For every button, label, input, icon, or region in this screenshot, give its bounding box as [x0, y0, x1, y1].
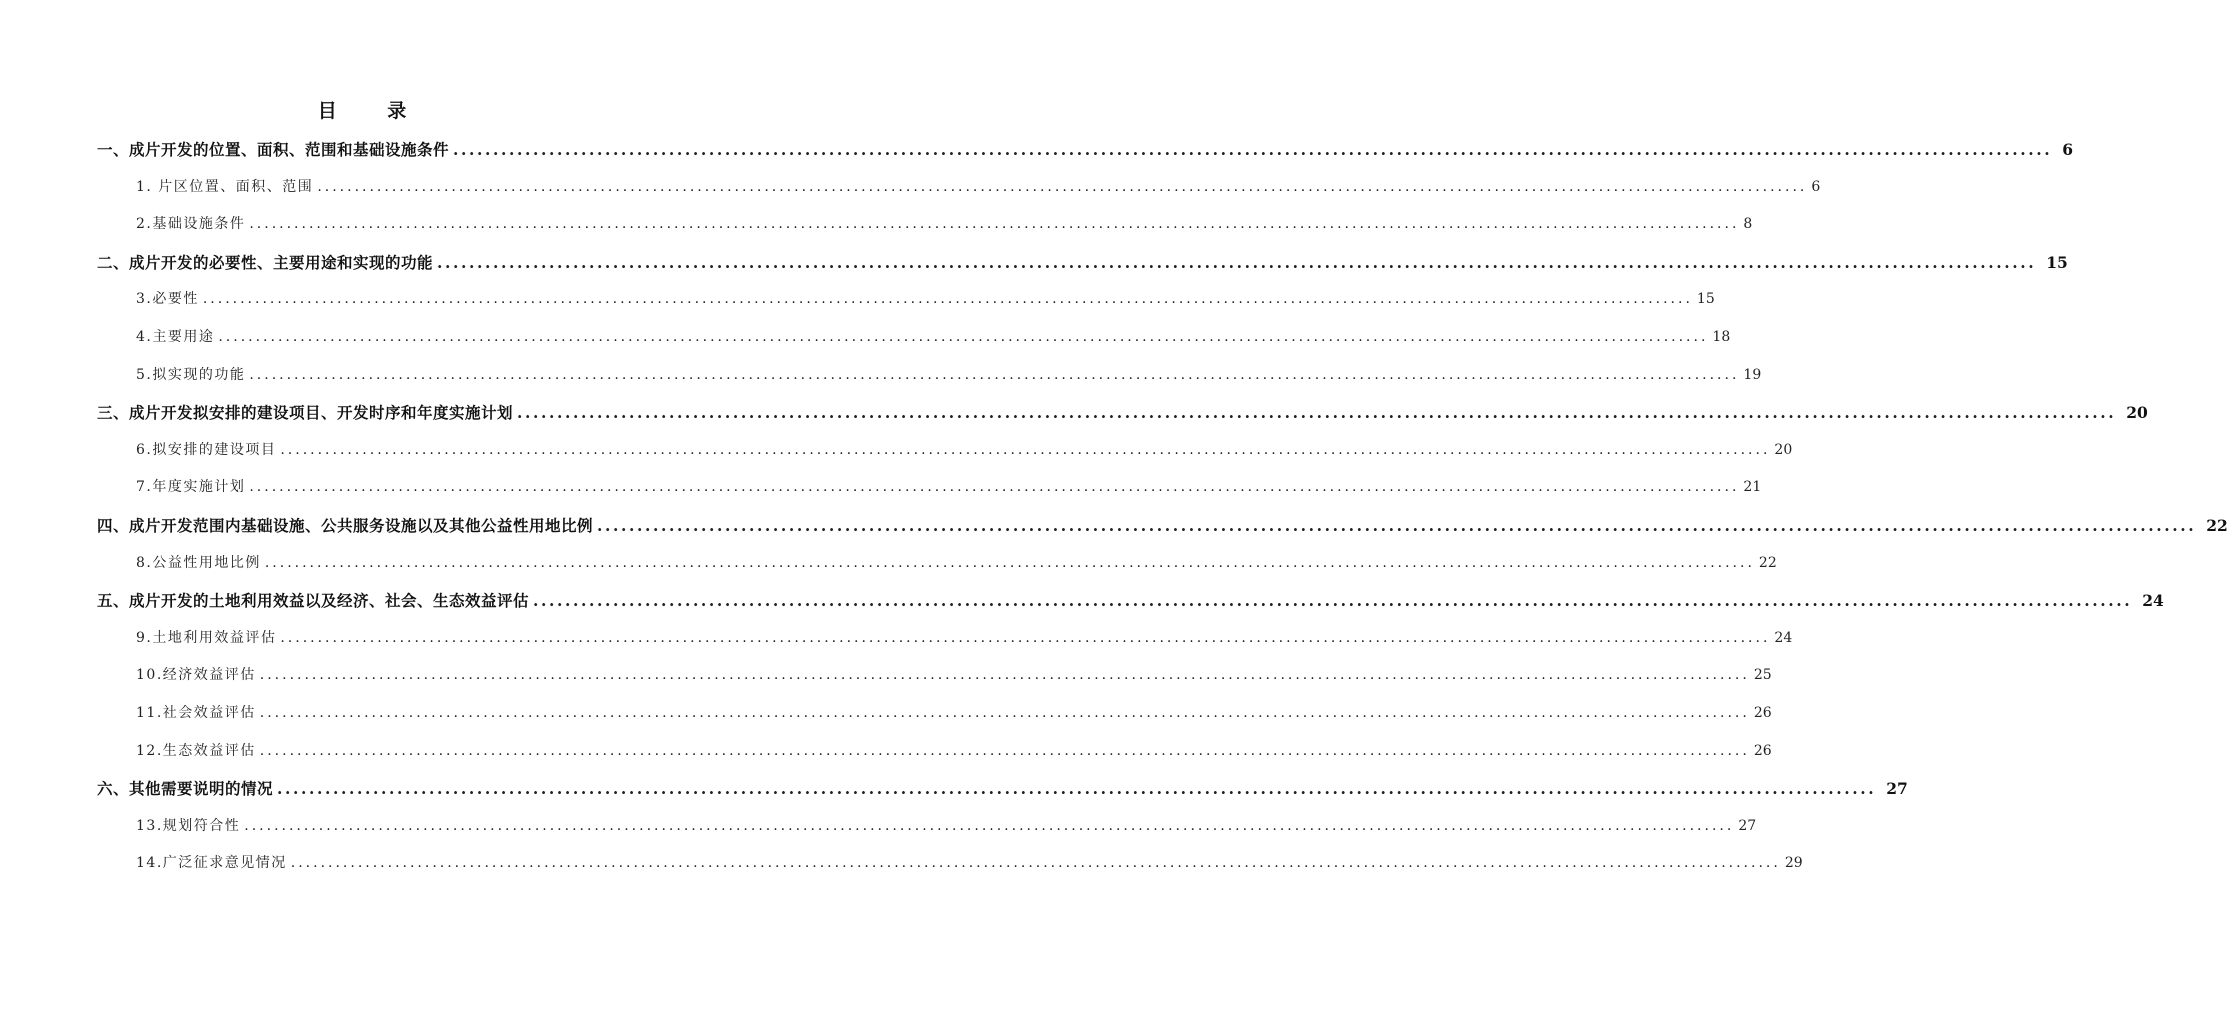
toc-page-number: 29 [1784, 855, 1803, 872]
toc-page-number: 15 [2046, 252, 2068, 272]
toc-page-number: 20 [1774, 441, 1793, 458]
toc-entry-label: 五、成片开发的土地利用效益以及经济、社会、生态效益评估 [97, 591, 530, 611]
toc-page-number: 26 [1753, 742, 1772, 759]
toc-entry-label: 11.社会效益评估 [136, 705, 256, 721]
toc-page-number: 6 [2062, 140, 2074, 159]
toc-entry-label: 7.年度实施计划 [136, 479, 246, 496]
toc-page-number: 25 [1753, 667, 1772, 684]
toc-entry-label: 四、成片开发范围内基础设施、公共服务设施以及其他公益性用地比例 [97, 516, 594, 535]
toc-section-entry[interactable] [136, 552, 1777, 572]
toc-dot-leader: ........................................................................................................................................................................................................ [249, 479, 1740, 496]
toc-dot-leader: ........................................................................................................................................................................................................ [249, 366, 1740, 383]
toc-section-entry[interactable] [136, 627, 1793, 647]
toc-title: 目 录 [317, 100, 429, 122]
toc-entry-label: 5.拟实现的功能 [136, 366, 246, 383]
toc-dot-leader: ........................................................................................................................................................................................................ [244, 817, 1735, 834]
toc-entry-label: 一、成片开发的位置、面积、范围和基础设施条件 [97, 140, 450, 159]
toc-page-number: 6 [1811, 178, 1821, 195]
toc-entry-label: 4.主要用途 [136, 329, 215, 345]
toc-dot-leader: ........................................................................................................................................................................................................ [437, 252, 2037, 272]
toc-dot-leader: ........................................................................................................................................................................................................ [277, 779, 1877, 799]
toc-entry-label: 1. 片区位置、面积、范围 [136, 178, 314, 195]
toc-page-number: 21 [1743, 479, 1762, 496]
toc-dot-leader: ........................................................................................................................................................................................................ [290, 855, 1781, 872]
toc-entry-label: 8.公益性用地比例 [136, 554, 261, 571]
toc-entry-label: 9.土地利用效益评估 [136, 629, 277, 646]
toc-page-number: 24 [1774, 629, 1793, 646]
toc-dot-leader: ........................................................................................................................................................................................................ [259, 705, 1750, 721]
toc-entry-label: 3.必要性 [136, 291, 199, 308]
toc-page-number: 20 [2126, 403, 2148, 423]
toc-section-entry[interactable] [136, 213, 1753, 233]
toc-dot-leader: ........................................................................................................................................................................................................ [202, 291, 1693, 308]
toc-dot-leader: ........................................................................................................................................................................................................ [249, 216, 1740, 233]
toc-chapter-entry[interactable] [97, 401, 2148, 423]
toc-entry-label: 13.规划符合性 [136, 817, 241, 834]
toc-section-entry[interactable] [136, 740, 1772, 760]
toc-page-number: 22 [2206, 516, 2228, 535]
toc-section-entry[interactable] [136, 476, 1762, 496]
toc-entry-label: 二、成片开发的必要性、主要用途和实现的功能 [97, 252, 434, 272]
toc-dot-leader: ........................................................................................................................................................................................................ [597, 516, 2197, 535]
toc-section-entry[interactable] [136, 364, 1762, 384]
toc-section-entry[interactable] [136, 439, 1793, 459]
toc-entry-label: 14.广泛征求意见情况 [136, 855, 287, 872]
toc-entry-label: 三、成片开发拟安排的建设项目、开发时序和年度实施计划 [97, 403, 514, 423]
toc-dot-leader: ........................................................................................................................................................................................................ [533, 591, 2133, 611]
toc-page-number: 22 [1758, 554, 1777, 571]
toc-section-entry[interactable] [136, 176, 1821, 196]
toc-section-entry[interactable] [136, 288, 1715, 308]
toc-page-number: 19 [1743, 366, 1762, 383]
toc-section-entry[interactable] [136, 326, 1731, 346]
toc-page-number: 27 [1738, 817, 1757, 834]
toc-section-entry[interactable] [136, 664, 1772, 684]
toc-dot-leader: ........................................................................................................................................................................................................ [517, 403, 2117, 423]
toc-section-entry[interactable] [136, 702, 1772, 722]
toc-chapter-entry[interactable] [97, 777, 1908, 799]
toc-page-number: 24 [2142, 591, 2164, 611]
toc-chapter-entry[interactable] [97, 514, 2228, 536]
toc-entry-label: 6.拟安排的建设项目 [136, 441, 277, 458]
toc-chapter-entry[interactable] [97, 138, 2074, 160]
toc-page-number: 15 [1696, 291, 1715, 308]
toc-entry-label: 10.经济效益评估 [136, 667, 256, 684]
toc-entry-label: 六、其他需要说明的情况 [97, 779, 274, 799]
toc-dot-leader: ........................................................................................................................................................................................................ [280, 441, 1771, 458]
toc-entry-label: 12.生态效益评估 [136, 742, 256, 759]
toc-entry-label: 2.基础设施条件 [136, 216, 246, 233]
toc-dot-leader: ........................................................................................................................................................................................................ [259, 742, 1750, 759]
toc-section-entry[interactable] [136, 815, 1757, 835]
toc-page-number: 27 [1886, 779, 1908, 799]
toc-section-entry[interactable] [136, 852, 1803, 872]
toc-dot-leader: ........................................................................................................................................................................................................ [453, 140, 2053, 159]
toc-dot-leader: ........................................................................................................................................................................................................ [259, 667, 1750, 684]
toc-dot-leader: ........................................................................................................................................................................................................ [264, 554, 1755, 571]
toc-chapter-entry[interactable] [97, 251, 2068, 273]
toc-dot-leader: ........................................................................................................................................................................................................ [218, 329, 1709, 345]
toc-page-number: 8 [1743, 216, 1753, 233]
toc-dot-leader: ........................................................................................................................................................................................................ [317, 178, 1808, 195]
toc-page-number: 26 [1753, 705, 1772, 721]
toc-dot-leader: ........................................................................................................................................................................................................ [280, 629, 1771, 646]
toc-page-number: 18 [1712, 329, 1731, 345]
toc-chapter-entry[interactable] [97, 589, 2164, 611]
